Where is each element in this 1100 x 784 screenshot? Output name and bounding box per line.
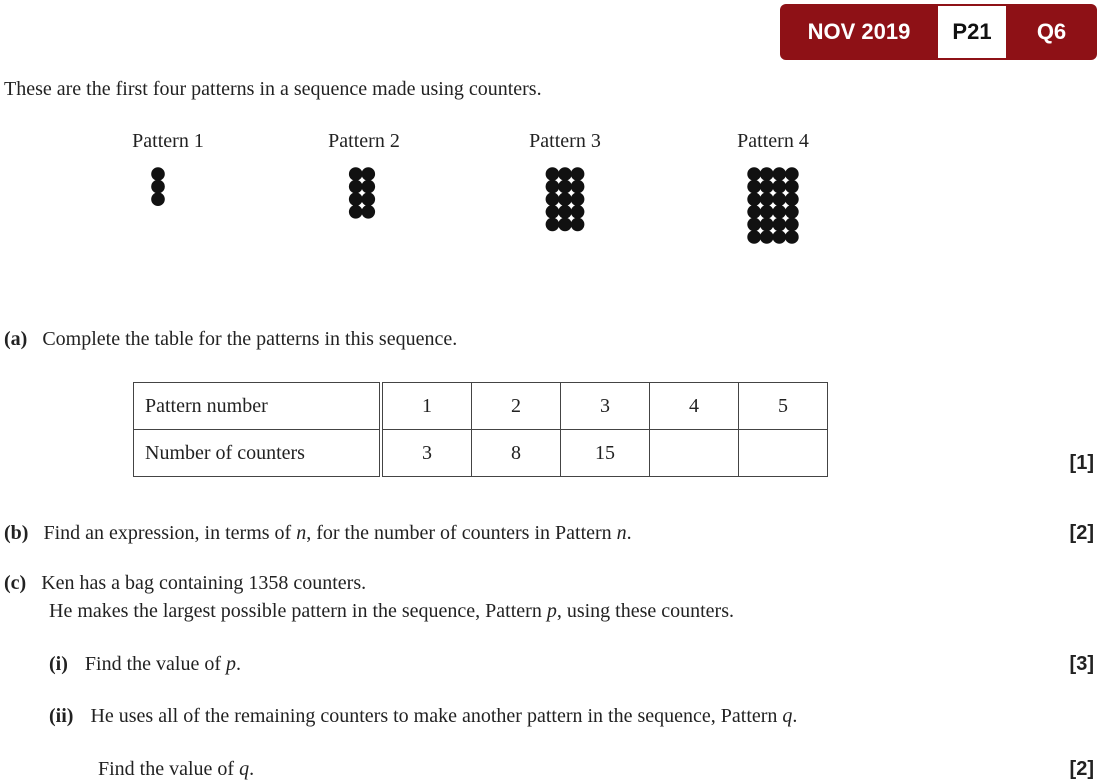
counter: [760, 180, 774, 194]
counter: [362, 180, 376, 194]
counter: [349, 180, 363, 194]
patterns-figure: [0, 0, 1100, 300]
pattern-number-cell: 4: [650, 383, 739, 430]
pattern-1-label: Pattern 1: [132, 130, 204, 152]
part-c-i-text: Find the value of p.: [84, 653, 241, 675]
counter: [571, 180, 585, 194]
pattern-4-label: Pattern 4: [737, 130, 809, 152]
counter: [773, 218, 787, 232]
part-a-marks: [1]: [1069, 452, 1094, 474]
counter: [558, 205, 572, 219]
counters-cell: 3: [381, 430, 472, 477]
pattern-4-counters: [747, 167, 798, 244]
part-c-ii-marks: [2]: [1069, 758, 1094, 780]
counter: [558, 192, 572, 206]
counter: [785, 167, 799, 181]
pattern-number-cell: 5: [739, 383, 828, 430]
counters-cell: 8: [472, 430, 561, 477]
answer-cell-pattern-5[interactable]: [739, 430, 828, 477]
part-c-line1: Ken has a bag containing 1358 counters.: [41, 572, 367, 594]
pattern-number-cell: 1: [381, 383, 472, 430]
counter: [558, 218, 572, 232]
part-b-label: (b): [4, 522, 29, 544]
counter: [571, 205, 585, 219]
counter: [785, 192, 799, 206]
counter: [362, 205, 376, 219]
counter: [747, 205, 761, 219]
counter: [785, 230, 799, 244]
table-row-number-of-counters: [134, 430, 828, 477]
part-a-text: Complete the table for the patterns in this sequence.: [42, 328, 458, 350]
exam-date: NOV 2019: [807, 19, 911, 44]
counter: [785, 218, 799, 232]
table-row-pattern-number: [134, 383, 828, 430]
pattern-3-counters: [546, 167, 585, 231]
counter: [546, 180, 560, 194]
counter: [571, 218, 585, 232]
part-c-line2: He makes the largest possible pattern in the sequence, Pattern p, using these counters.: [49, 600, 734, 622]
counter: [773, 205, 787, 219]
row-header-pattern-number: Pattern number: [134, 383, 382, 430]
counter: [571, 167, 585, 181]
part-a: [4, 328, 457, 351]
sequence-table: [133, 382, 828, 477]
counter: [760, 218, 774, 232]
counter: [349, 167, 363, 181]
pattern-1-counters: [151, 167, 165, 206]
counter: [760, 205, 774, 219]
part-a-label: (a): [4, 328, 28, 350]
part-c-ii-text: He uses all of the remaining counters to make another pattern in the sequence, Pattern q.: [90, 705, 798, 727]
counter: [760, 230, 774, 244]
pattern-2-label: Pattern 2: [328, 130, 400, 152]
part-c-label: (c): [4, 572, 27, 594]
counter: [747, 167, 761, 181]
pattern-3-label: Pattern 3: [529, 130, 601, 152]
pattern-2-counters: [349, 167, 375, 218]
pattern-number-cell: 3: [561, 383, 650, 430]
counter: [747, 218, 761, 232]
counter: [773, 230, 787, 244]
counter: [151, 180, 165, 194]
counter: [546, 192, 560, 206]
part-c-i: [49, 653, 241, 676]
counter: [546, 218, 560, 232]
intro-text: These are the first four patterns in a sequence made using counters.: [4, 78, 542, 100]
part-c-ii-line2: Find the value of q.: [98, 758, 255, 780]
counter: [773, 180, 787, 194]
part-c-ii-label: (ii): [49, 705, 74, 727]
counter: [349, 192, 363, 206]
counter: [151, 167, 165, 181]
part-c-i-marks: [3]: [1069, 653, 1094, 675]
counter: [747, 180, 761, 194]
counters-cell: 15: [561, 430, 650, 477]
counter: [558, 167, 572, 181]
counter: [785, 205, 799, 219]
row-header-number-of-counters: Number of counters: [134, 430, 382, 477]
part-b-text: Find an expression, in terms of n, for the number of counters in Pattern n.: [43, 522, 632, 544]
counter: [773, 167, 787, 181]
counter: [362, 167, 376, 181]
part-c: [4, 572, 366, 595]
counter: [571, 192, 585, 206]
counter: [546, 167, 560, 181]
question-number: Q6: [1036, 19, 1067, 44]
counter: [760, 167, 774, 181]
counter: [349, 205, 363, 219]
paper-code: P21: [938, 6, 1006, 58]
pattern-number-cell: 2: [472, 383, 561, 430]
part-b-marks: [2]: [1069, 522, 1094, 544]
part-c-ii: [49, 705, 797, 728]
counter: [546, 205, 560, 219]
counter: [747, 230, 761, 244]
part-c-i-label: (i): [49, 653, 68, 675]
part-b: [4, 522, 632, 545]
counter: [558, 180, 572, 194]
counter: [760, 192, 774, 206]
counter: [773, 192, 787, 206]
counter: [747, 192, 761, 206]
counter: [151, 192, 165, 206]
counter: [362, 192, 376, 206]
counter: [785, 180, 799, 194]
answer-cell-pattern-4[interactable]: [650, 430, 739, 477]
